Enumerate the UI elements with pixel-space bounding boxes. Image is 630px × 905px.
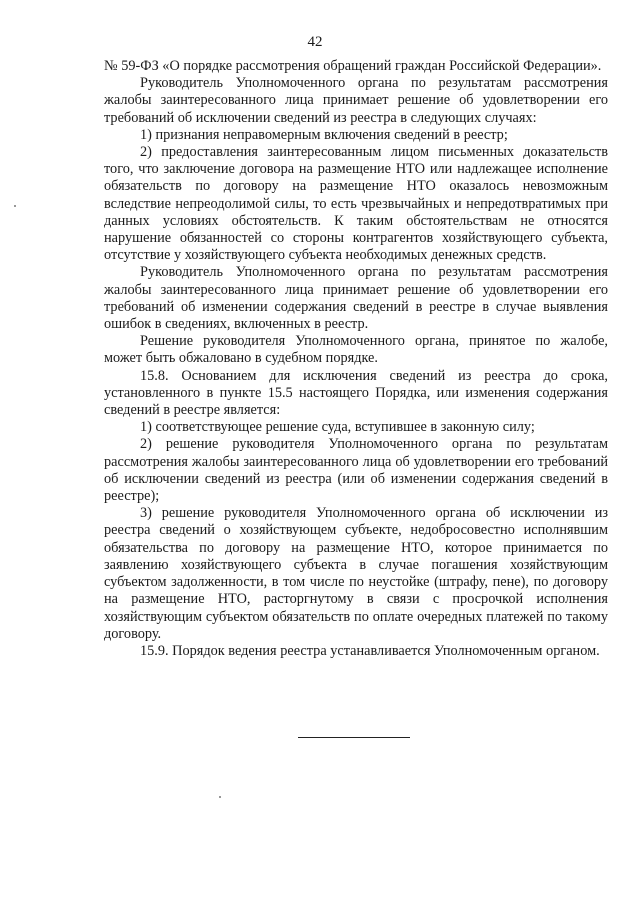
list-item-unlawful-inclusion: 1) признания неправомерным включения сведений в реестр; [140, 126, 508, 143]
list-item-debt-repayment: 3) решение руководителя Уполномоченного органа об исключении из реестра сведений о хозяйствующем субъекте, недобросовестно исполнявшим обязательства по договору на размещение НТО, которое принимается по заявлению хозяйствующего субъекта в случае погашения хозяйствующим субъектом задолженности, в том числе по неустойке (штрафу, пене), по договору на размещение НТО, расторгнутому в связи с просрочкой исполнения хозяйствующим субъектом обязательств по оплате очередных платежей по такому договору. [104, 505, 608, 642]
paragraph-exclusion-decision: Руководитель Уполномоченного органа по результатам рассмотрения жалобы заинтересованного лица принимает решение об удовлетворении его требований об исключении сведений из реестра в следующих случаях: [104, 75, 608, 126]
list-item-complaint-decision: 2) решение руководителя Уполномоченного органа по результатам рассмотрения жалобы заинтересованного лица об удовлетворении его требований об исключении сведений из реестра (или об изменении содержания сведений в реестре); [104, 436, 608, 505]
paragraph-law-reference: № 59-ФЗ «О порядке рассмотрения обращений граждан Российской Федерации». [104, 58, 602, 74]
scan-speck [219, 796, 221, 798]
paragraph-appeal: Решение руководителя Уполномоченного органа, принятое по жалобе, может быть обжаловано в судебном порядке. [104, 333, 608, 367]
page-number: 42 [307, 34, 323, 50]
paragraph-15-9: 15.9. Порядок ведения реестра устанавливается Уполномоченным органом. [140, 642, 600, 659]
scan-speck [14, 205, 16, 207]
list-item-court-decision: 1) соответствующее решение суда, вступившее в законную силу; [140, 419, 535, 436]
document-body [104, 58, 608, 660]
paragraph-change-decision: Руководитель Уполномоченного органа по результатам рассмотрения жалобы заинтересованного лица принимает решение об удовлетворении его требований об изменении содержания сведений в реестре в случае выявления ошибок в сведениях, включенных в реестр. [104, 264, 608, 333]
list-item-force-majeure: 2) предоставления заинтересованным лицом письменных доказательств того, что заключение договора на размещение НТО или надлежащее исполнение обязательств по договору на размещение НТО оказалось невозможным вследствие непреодолимой силы, то есть чрезвычайных и непредотвратимых при данных условиях обстоятельств. К таким обстоятельствам не относятся нарушение обязанностей со стороны контрагентов хозяйствующего субъекта, отсутствие у хозяйствующего субъекта необходимых денежных средств. [104, 144, 608, 264]
paragraph-15-8: 15.8. Основанием для исключения сведений из реестра до срока, установленного в пункте 15.5 настоящего Порядка, или изменения содержания сведений в реестре является: [104, 367, 608, 419]
closing-divider-line [298, 737, 410, 738]
